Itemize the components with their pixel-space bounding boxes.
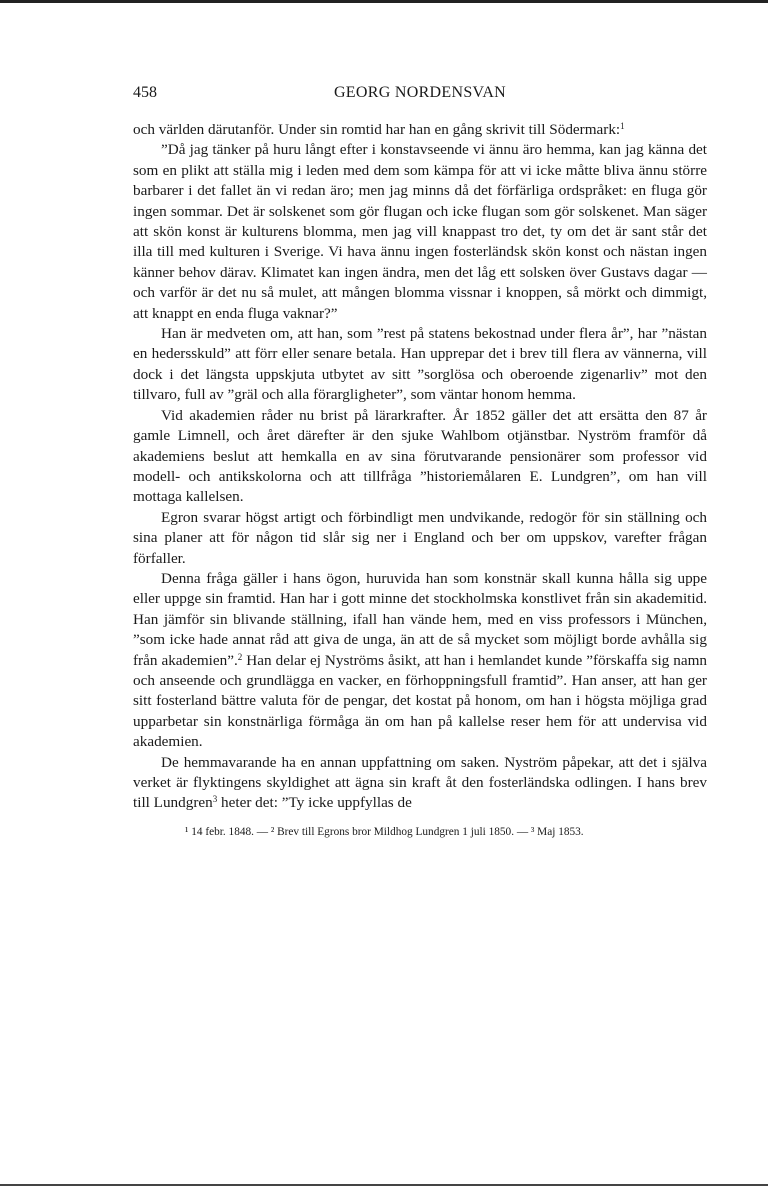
footnote-ref: 1 [620,121,625,131]
body-text [133,120,707,814]
text-run: Vid akademien råder nu brist på lärarkrafter. År 1852 gäller det att ersätta den 87 år gamle Limnell, och året därefter är den sjuke Wahlbom otjänstbar. Nyström framför då akademiens beslut att hemkalla en av sina förutvarande pensionärer som professor vid modell- och antikskolorna och att tillfråga ”historiemålaren E. Lundgren”, om han vill mottaga kallelsen. [133,406,707,506]
paragraph [133,508,707,569]
paragraph [133,753,707,814]
paragraph [133,406,707,508]
paragraph [133,569,707,753]
text-run: ”Då jag tänker på huru långt efter i konstavseende vi ännu äro hemma, kan jag känna det som en plikt att ställa mig i leden med dem som kämpa för att vi icke måtte bliva ännu större barbarer i det fallet än vi redan äro; men jag minns då det förfärliga ordspråket: en fluga gör ingen sommar. Det är solskenet som gör flugan och icke flugan som gör solskenet. Man säger att skön konst är kulturens blomma, men jag vill knappast tro det, ty om det är sant står det illa till med kulturen i Sverige. Vi hava ännu ingen fosterländsk skön konst och nästan ingen känner behov därav. Klimatet kan ingen ändra, men det låg ett solsken över Gustavs dagar — och varför är det nu så mulet, att mången blomma vissnar i knoppen, så mörkt och dimmigt, att knappt en enda fluga vaknar?” [133,141,707,322]
text-run: Han delar ej Nyströms åsikt, att han i hemlandet kunde ”förskaffa sig namn och anseende och grundlägga en vacker, en förhoppningsfull framtid”. Han anser, att han ger sitt fosterland bättre valuta för de pengar, det kostat på honom, om han i högsta möjliga grad upparbetar sin konstnärliga förmåga än om han på kallelse reser hem för att undervisa vid akademien. [133,651,708,751]
book-page [133,84,707,840]
text-run: Denna fråga gäller i hans ögon, huruvida han som konstnär skall kunna hålla sig uppe eller uppge sin framtid. Han har i gott minne det stockholmska konstlivet från sin akademitid. Han jämför sin blivande ställning, ifall han vände hem, med en viss professors i München, ”som icke hade annat råd att giva de unga, än att de så mycket som möjligt borde avhålla sig från akademien”. [133,569,707,669]
paragraph [133,324,707,406]
page-header [133,84,707,106]
scan-top-edge [0,0,768,3]
scan-bottom-edge [0,1184,768,1186]
footnote-ref: 3 [212,794,218,805]
text-run: Han är medveten om, att han, som ”rest på statens bekostnad under flera år”, har ”nästan en hedersskuld” att förr eller senare betala. Han upprepar det i brev till flera av vännerna, vill dock i det längsta uppskjuta utbytet av sitt ”sorglösa och oberoende zigenarliv” mot den tillvaro, full av ”gräl och alla förargligheter”, som väntar honom hemma. [133,325,707,404]
footnote-ref: 2 [237,651,243,662]
text-run: heter det: ”Ty icke uppfyllas de [217,794,412,812]
page-number: 458 [133,84,157,101]
text-run: och världen därutanför. Under sin romtid har han en gång skrivit till Södermark: [133,121,621,138]
paragraph [133,120,707,140]
text-run: Egron svarar högst artigt och förbindligt men undvikande, redogör för sin ställning och sina planer att för någon tid slår sig ner i England och ber om uppskov, varefter frågan förfaller. [133,508,707,567]
text-run: De hemmavarande ha en annan uppfattning om saken. Nyström påpekar, att det i själva verket är flyktingens skyldighet att ägna sin kraft åt den fosterländska odlingen. I hans brev till Lundgren [133,753,707,812]
footnotes: ¹ 14 febr. 1848. — ² Brev till Egrons bror Mildhog Lundgren 1 juli 1850. — ³ Maj 1853. [185,825,584,838]
running-title: GEORG NORDENSVAN [333,84,507,101]
paragraph [133,140,707,324]
